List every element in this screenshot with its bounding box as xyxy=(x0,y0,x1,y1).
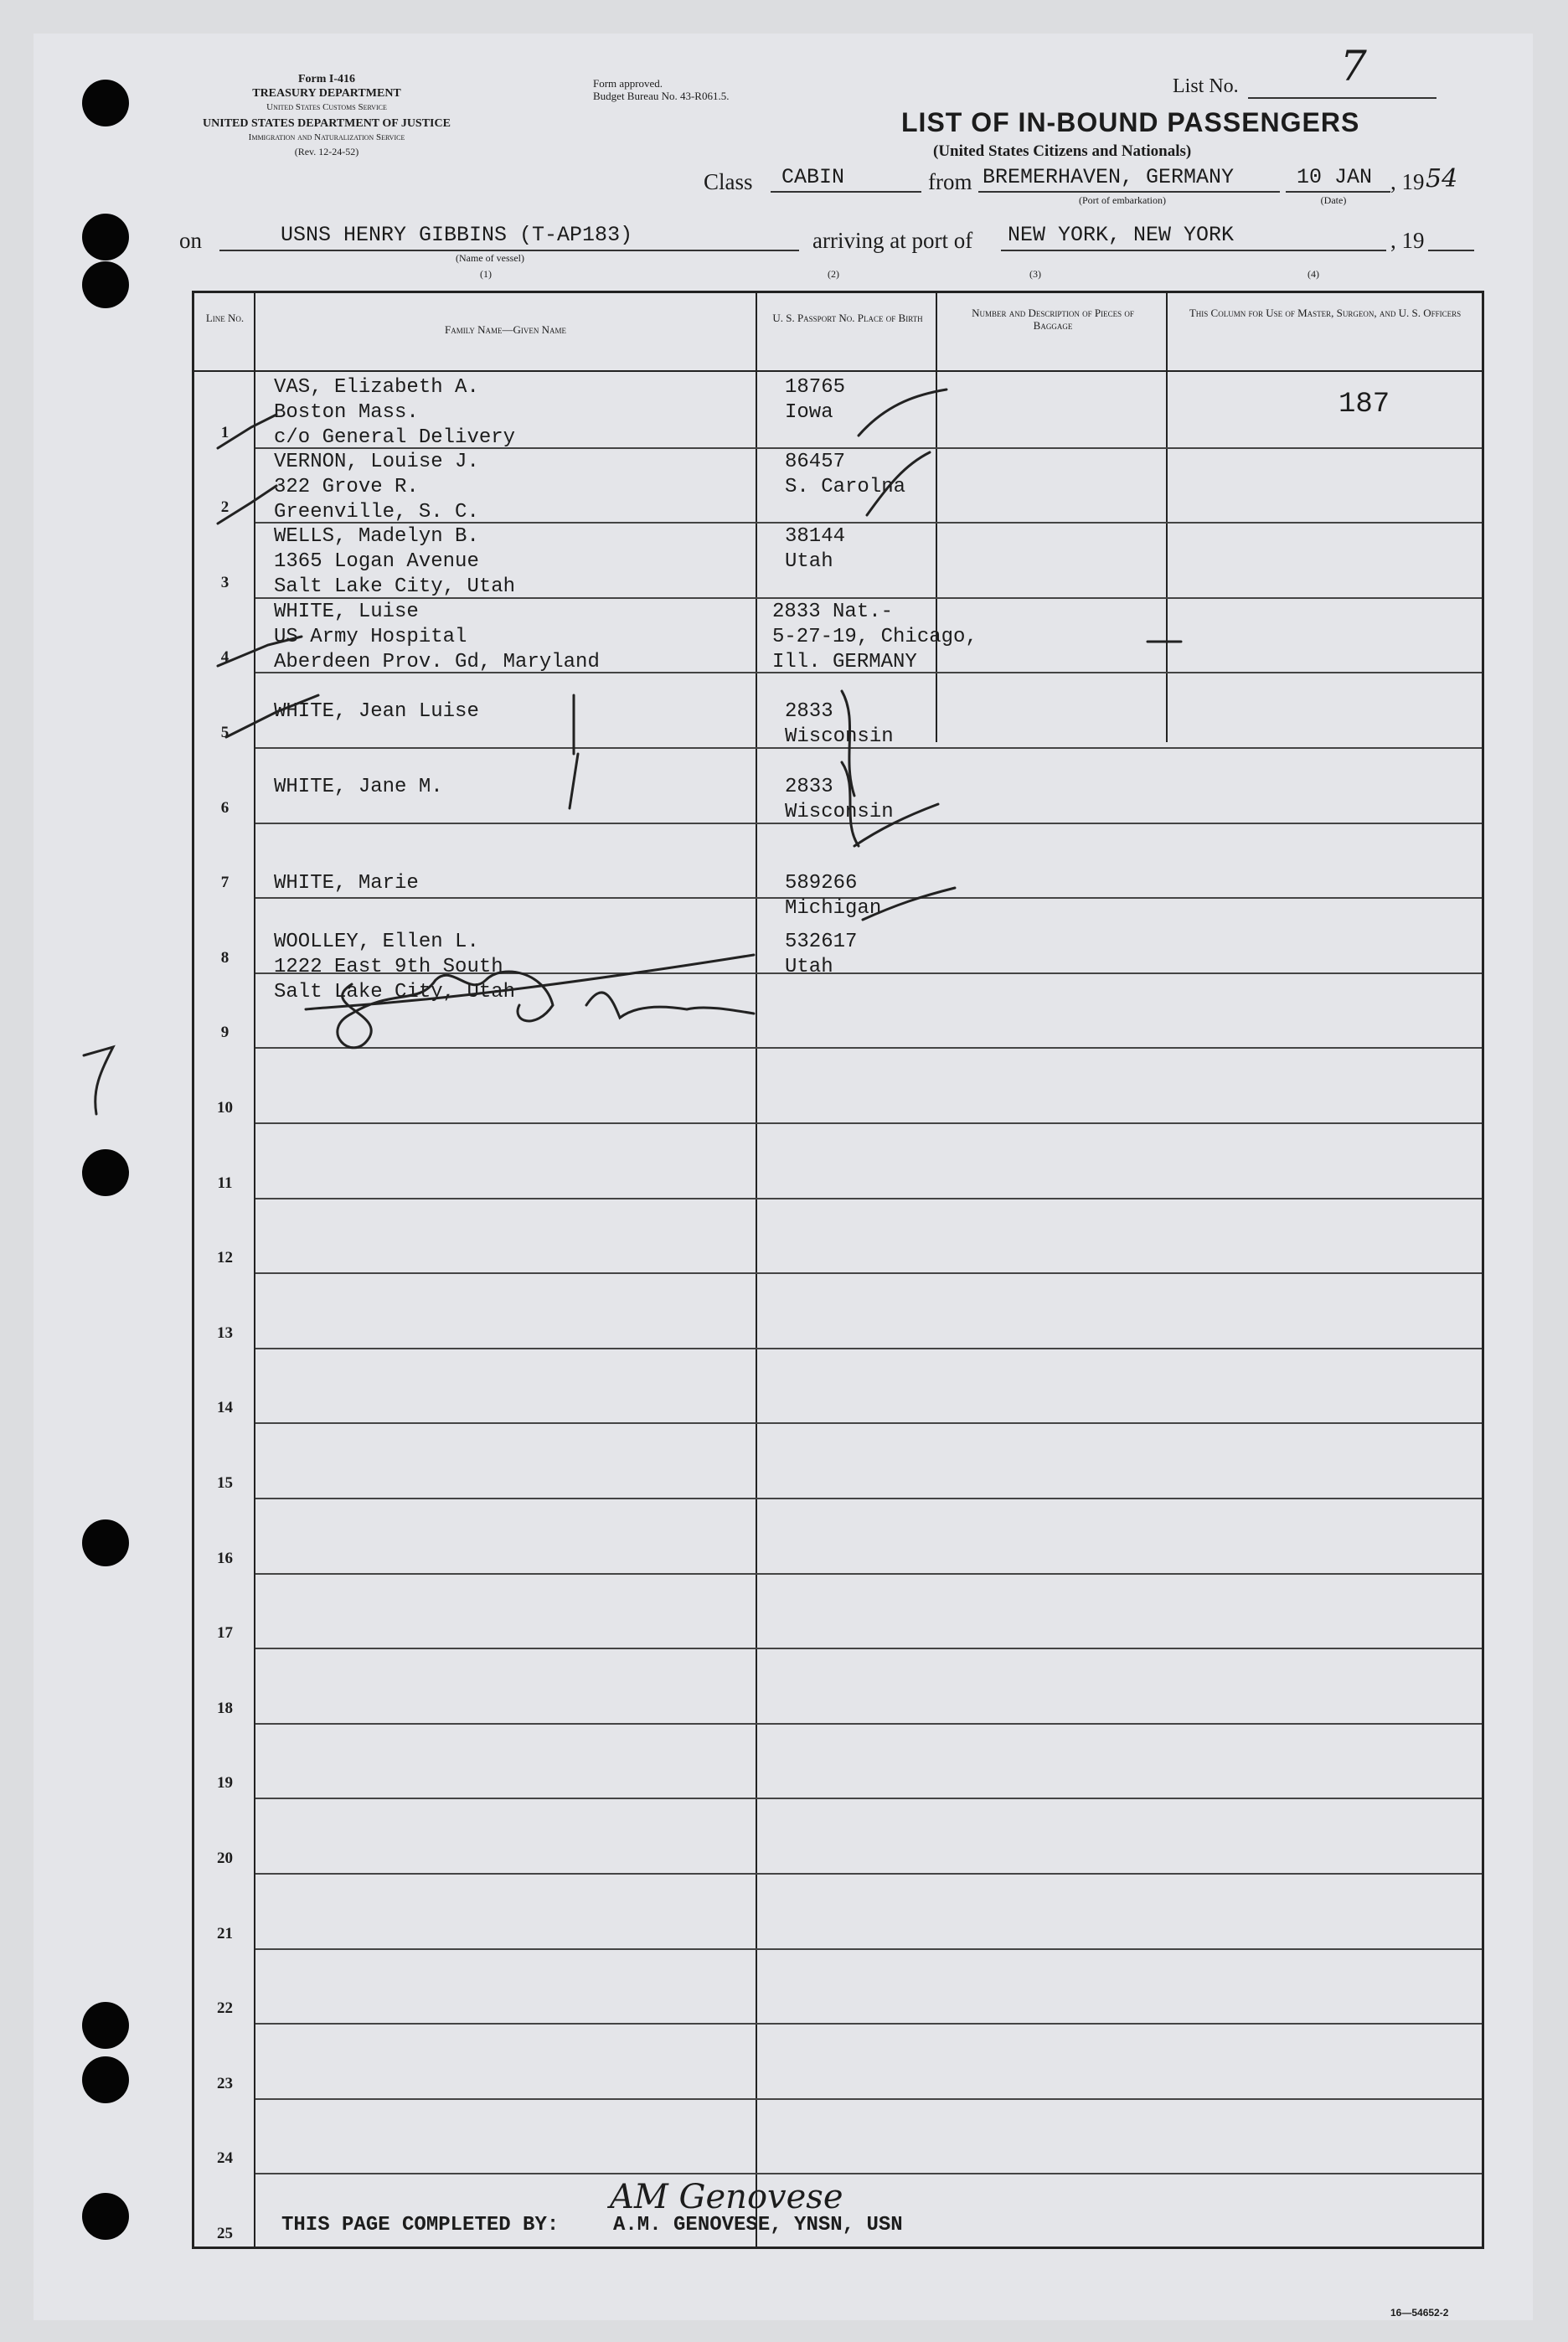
line-number: 2 xyxy=(220,498,230,517)
passport-line: 2833 xyxy=(785,700,833,723)
tick-4 xyxy=(226,695,318,737)
passport-line: 2833 xyxy=(785,776,833,798)
passport-line: Utah xyxy=(785,956,833,978)
name-line: 1365 Logan Avenue xyxy=(274,550,479,573)
date-value: 10 JAN xyxy=(1297,165,1373,189)
name-line: VERNON, Louise J. xyxy=(274,451,479,473)
line-number: 3 xyxy=(220,573,230,591)
passport-line: Utah xyxy=(785,550,833,573)
completed-by-value: A.M. GENOVESE, YNSN, USN xyxy=(613,2214,903,2236)
arriving-label: arriving at port of xyxy=(812,228,973,253)
check-mark-3 xyxy=(854,804,938,846)
line-number: 14 xyxy=(217,1399,233,1417)
completed-by-label: THIS PAGE COMPLETED BY: xyxy=(281,2214,560,2236)
line-number: 17 xyxy=(217,1624,233,1643)
name-line: WHITE, Marie xyxy=(274,872,419,895)
col-num-2: (2) xyxy=(828,268,839,280)
margin-seven xyxy=(84,1047,113,1114)
line-number: 16 xyxy=(217,1549,233,1567)
officer-note: 187 xyxy=(1338,389,1390,420)
col-num-3: (3) xyxy=(1029,268,1041,280)
approved-text: Form approved. xyxy=(593,77,663,90)
line-number: 18 xyxy=(217,1699,233,1717)
embark-caption: (Port of embarkation) xyxy=(1079,194,1166,206)
name-line: US Army Hospital xyxy=(274,626,467,648)
line-number: 8 xyxy=(220,948,230,967)
passport-line: 532617 xyxy=(785,931,858,953)
line-number: 25 xyxy=(217,2225,233,2242)
vessel-caption: (Name of vessel) xyxy=(456,252,524,264)
line-number: 15 xyxy=(217,1474,233,1492)
line-number: 9 xyxy=(220,1024,230,1042)
line-number: 13 xyxy=(217,1323,233,1342)
line-number: 23 xyxy=(217,2074,233,2092)
passport-line: S. Carolna xyxy=(785,476,906,498)
name-line: WHITE, Luise xyxy=(274,601,419,623)
completed-signature: AM Genovese xyxy=(610,2178,843,2216)
customs-service: United States Customs Service xyxy=(266,102,387,112)
check-mark-4 xyxy=(863,888,955,920)
line-number: 1 xyxy=(220,423,230,441)
header-name: Family Name—Given Name xyxy=(445,323,566,336)
check-mark-2 xyxy=(867,452,930,515)
name-line: c/o General Delivery xyxy=(274,426,516,449)
signature-scribble xyxy=(306,955,754,1048)
passport-line: 38144 xyxy=(785,525,846,548)
name-line: WELLS, Madelyn B. xyxy=(274,525,479,548)
passport-line: Iowa xyxy=(785,401,833,424)
name-line: 322 Grove R. xyxy=(274,476,419,498)
passport-line: 2833 Nat.- xyxy=(772,601,894,623)
from-value: BREMERHAVEN, GERMANY xyxy=(983,165,1235,189)
col-num-1: (1) xyxy=(480,268,492,280)
port-value: NEW YORK, NEW YORK xyxy=(1008,223,1235,247)
name-line: Salt Lake City, Utah xyxy=(274,575,516,598)
line-number: 24 xyxy=(217,2149,233,2168)
line-number: 5 xyxy=(220,724,230,741)
footer-code: 16—54652-2 xyxy=(1390,2307,1449,2319)
name-line: Boston Mass. xyxy=(274,401,419,424)
name-line: Greenville, S. C. xyxy=(274,501,479,524)
name-line: WHITE, Jane M. xyxy=(274,776,443,798)
page-title: LIST OF IN-BOUND PASSENGERS xyxy=(901,107,1360,137)
header-officers: This Column for Use of Master, Surgeon, and U. S. Officers xyxy=(1189,307,1462,319)
page-subtitle: (United States Citizens and Nationals) xyxy=(933,142,1192,160)
passport-line: 5-27-19, Chicago, xyxy=(772,626,977,648)
passport-line: 589266 xyxy=(785,872,858,895)
line-number: 6 xyxy=(220,798,230,817)
passport-line: Ill. GERMANY xyxy=(772,651,917,673)
name-line: WOOLLEY, Ellen L. xyxy=(274,931,479,953)
class-label: Class xyxy=(704,169,753,194)
ins-service: Immigration and Naturalization Service xyxy=(248,132,405,142)
tick-2 xyxy=(218,486,276,524)
col-num-4: (4) xyxy=(1308,268,1319,280)
justice-dept: UNITED STATES DEPARTMENT OF JUSTICE xyxy=(203,117,451,130)
name-line: Salt Lake City, Utah xyxy=(274,981,516,1003)
line-number: 12 xyxy=(217,1249,233,1267)
year-value: 54 xyxy=(1426,164,1458,193)
line-number: 7 xyxy=(220,874,230,892)
treasury-dept: TREASURY DEPARTMENT xyxy=(252,87,401,100)
date-caption: (Date) xyxy=(1320,194,1347,206)
passport-line: 86457 xyxy=(785,451,846,473)
check-mark-1 xyxy=(859,389,946,436)
form-number: Form I-416 xyxy=(297,73,356,85)
tick-1 xyxy=(218,415,276,448)
line-number: 20 xyxy=(217,1849,233,1867)
passport-line: Wisconsin xyxy=(785,801,894,823)
line-number: 21 xyxy=(217,1924,233,1942)
budget-text: Budget Bureau No. 43-R061.5. xyxy=(593,90,730,102)
header-line-no: Line No. xyxy=(205,312,245,324)
vertical-tick xyxy=(570,695,578,808)
vessel-value: USNS HENRY GIBBINS (T-AP183) xyxy=(281,223,633,247)
line-number: 10 xyxy=(217,1099,233,1117)
year-suffix: , 19 xyxy=(1390,228,1425,253)
class-value: CABIN xyxy=(781,165,845,189)
passport-line: Michigan xyxy=(785,897,882,920)
list-no-value: 7 xyxy=(1340,42,1367,90)
line-number: 11 xyxy=(217,1174,233,1192)
from-label: from xyxy=(928,169,972,194)
form-revision: (Rev. 12-24-52) xyxy=(294,146,359,157)
tick-3 xyxy=(218,637,302,666)
on-label: on xyxy=(179,228,202,253)
name-line: WHITE, Jean Luise xyxy=(274,700,479,723)
name-line: Aberdeen Prov. Gd, Maryland xyxy=(274,651,600,673)
passport-line: 18765 xyxy=(785,376,846,399)
header-passport: U. S. Passport No. Place of Birth xyxy=(772,312,923,324)
list-no-label: List No. xyxy=(1173,75,1239,97)
passport-line: Wisconsin xyxy=(785,725,894,748)
line-number: 22 xyxy=(217,1999,233,2018)
name-line: VAS, Elizabeth A. xyxy=(274,376,479,399)
line-number: 19 xyxy=(217,1774,233,1793)
name-line: 1222 East 9th South xyxy=(274,956,503,978)
header-baggage: Number and Description of Pieces of Baggage xyxy=(972,307,1134,332)
year-prefix: , 19 xyxy=(1390,169,1425,194)
line-number: 4 xyxy=(220,648,230,667)
